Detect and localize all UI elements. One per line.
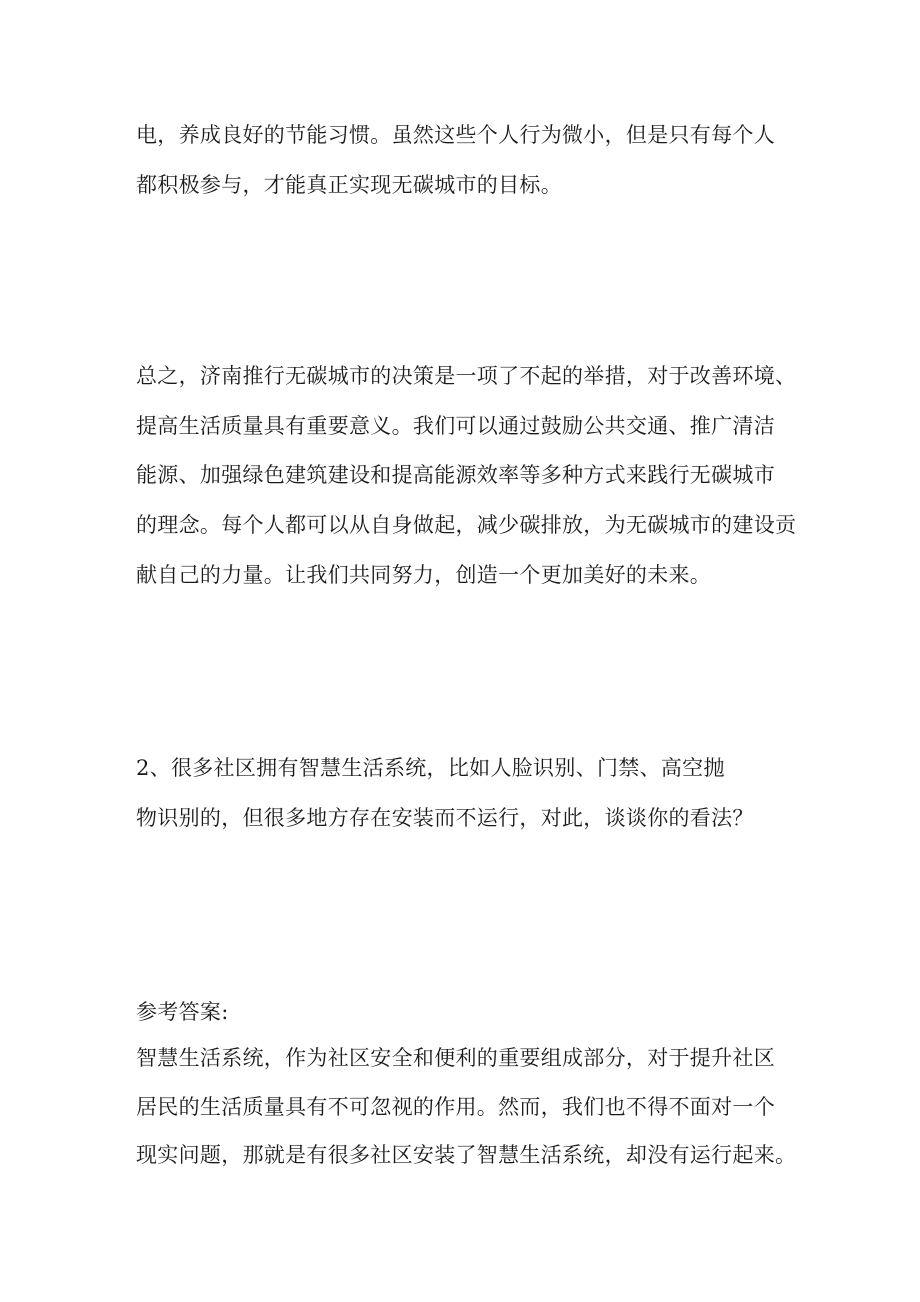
question-2-line-2: 物识别的，但很多地方存在安装而不运行，对此，谈谈你的看法？ <box>136 806 754 830</box>
paragraph-2-line-5: 献自己的力量。让我们共同努力，创造一个更加美好的未来。 <box>136 563 712 587</box>
paragraph-2-line-3: 能源、加强绿色建筑建设和提高能源效率等多种方式来践行无碳城市 <box>136 463 775 487</box>
paragraph-2-line-2: 提高生活质量具有重要意义。我们可以通过鼓励公共交通、推广清洁 <box>136 414 775 438</box>
paragraph-1-line-1: 电，养成良好的节能习惯。虽然这些个人行为微小，但是只有每个人 <box>136 123 775 147</box>
paragraph-2-line-4: 的理念。每个人都可以从自身做起，减少碳排放，为无碳城市的建设贡 <box>136 513 797 537</box>
answer-line-1: 智慧生活系统，作为社区安全和便利的重要组成部分，对于提升社区 <box>136 1046 775 1070</box>
question-2-line-1: 2、很多社区拥有智慧生活系统，比如人脸识别、门禁、高空抛 <box>136 756 725 780</box>
answer-label: 参考答案: <box>136 1000 229 1024</box>
answer-line-3: 现实问题，那就是有很多社区安装了智慧生活系统，却没有运行起来。 <box>136 1143 797 1167</box>
paragraph-2-line-1: 总之，济南推行无碳城市的决策是一项了不起的举措，对于改善环境、 <box>136 364 797 388</box>
answer-line-2: 居民的生活质量具有不可忽视的作用。然而，我们也不得不面对一个 <box>136 1095 775 1119</box>
paragraph-1-line-2: 都积极参与，才能真正实现无碳城市的目标。 <box>136 173 562 197</box>
